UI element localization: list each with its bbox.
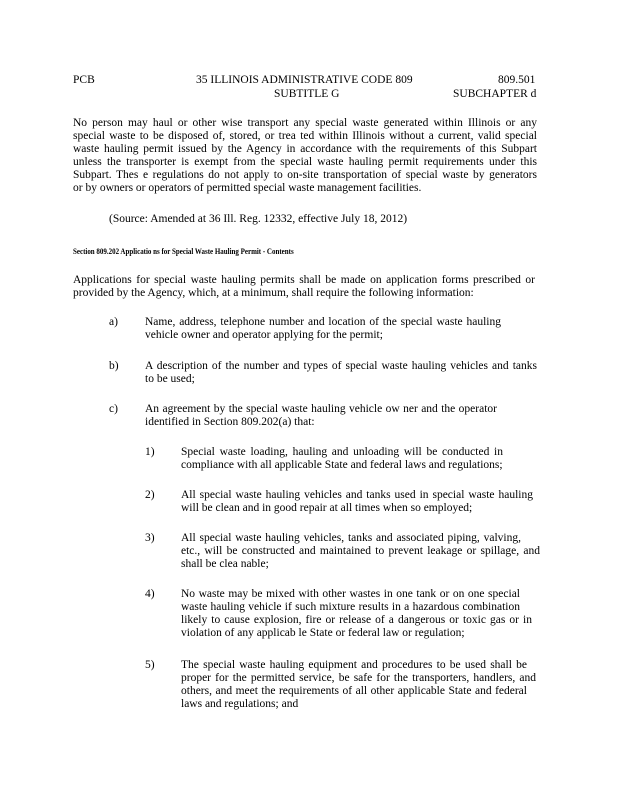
subitem-line: will be clean and in good repair at all times when so employed; (181, 502, 473, 514)
section-heading: Section 809.202 Applicatio ns for Special Waste Hauling Permit - Contents (73, 246, 294, 256)
subitem-text (181, 446, 503, 472)
header-subtitle: SUBTITLE G (274, 88, 340, 100)
subitem-text (181, 532, 540, 571)
intro-line: unless the transporter is exempt from the special waste hauling permit requirements under this (73, 156, 537, 168)
subitem-line: waste hauling vehicle if such mixture results in a hazardous combination (181, 601, 520, 613)
item-line: An agreement by the special waste hauling vehicle ow ner and the operator (145, 403, 497, 415)
subitem-line: All special waste hauling vehicles and tanks used in special waste hauling (181, 489, 533, 501)
subitem-line: shall be clea nable; (181, 558, 269, 570)
intro-line: or by owners or operators of permitted special waste management facilities. (73, 182, 422, 194)
subitem-label: 4) (145, 588, 155, 600)
intro-paragraph (73, 117, 537, 195)
subitem-label: 5) (145, 659, 155, 671)
item-text (145, 316, 501, 342)
source-note: (Source: Amended at 36 Ill. Reg. 12332, effective July 18, 2012) (109, 213, 408, 225)
item-line: vehicle owner and operator applying for the permit; (145, 329, 383, 341)
subitem-line: The special waste hauling equipment and procedures to be used shall be (181, 659, 527, 671)
subitem-line: All special waste hauling vehicles, tanks and associated piping, valving, (181, 532, 521, 544)
header-agency: PCB (73, 74, 95, 86)
subitem-label: 2) (145, 489, 155, 501)
item-line: A description of the number and types of special waste hauling vehicles and tanks (145, 360, 537, 372)
subitem-line: Special waste loading, hauling and unloading will be conducted in (181, 446, 503, 458)
subitem-text (181, 588, 532, 640)
item-text (145, 360, 537, 386)
subitem-line: proper for the permitted service, be safe for the transporters, handlers, and (181, 672, 536, 684)
item-label: c) (109, 403, 118, 415)
subitem-line: likely to cause explosion, fire or release of a dangerous or toxic gas or in (181, 614, 532, 626)
subitem-text (181, 489, 533, 515)
header-subchapter: SUBCHAPTER d (453, 88, 537, 100)
subitem-line: compliance with all applicable State and federal laws and regulations; (181, 459, 503, 471)
subitem-line: No waste may be mixed with other wastes in one tank or on one special (181, 588, 520, 600)
intro-line: special waste to be disposed of, stored, or trea ted within Illinois without a current, valid special (73, 130, 537, 142)
item-line: Name, address, telephone number and location of the special waste hauling (145, 316, 501, 328)
item-line: identified in Section 809.202(a) that: (145, 416, 315, 428)
subitem-line: violation of any applicab le State or federal law or regulation; (181, 627, 465, 639)
item-label: b) (109, 360, 119, 372)
item-label: a) (109, 316, 118, 328)
applications-line: provided by the Agency, which, at a minimum, shall require the following information: (73, 287, 474, 299)
header-title: 35 ILLINOIS ADMINISTRATIVE CODE 809 (196, 74, 413, 86)
item-text (145, 403, 497, 429)
subitem-label: 3) (145, 532, 155, 544)
subitem-text (181, 659, 536, 711)
intro-line: No person may haul or other wise transport any special waste generated within Illinois or any (73, 117, 537, 129)
applications-line: Applications for special waste hauling permits shall be made on application forms prescribed or (73, 274, 535, 286)
header-section-number: 809.501 (498, 74, 536, 86)
subitem-line: laws and regulations; and (181, 698, 299, 710)
subitem-line: etc., will be constructed and maintained to prevent leakage or spillage, and (181, 545, 540, 557)
subitem-line: others, and meet the requirements of all other applicable State and federal (181, 685, 527, 697)
item-line: to be used; (145, 373, 195, 385)
intro-line: waste hauling permit issued by the Agency in accordance with the requirements of this Subpart (73, 143, 537, 155)
intro-line: Subpart. Thes e regulations do not apply to on-site transportation of special waste by generators (73, 169, 537, 181)
subitem-label: 1) (145, 446, 155, 458)
applications-paragraph (73, 274, 535, 300)
